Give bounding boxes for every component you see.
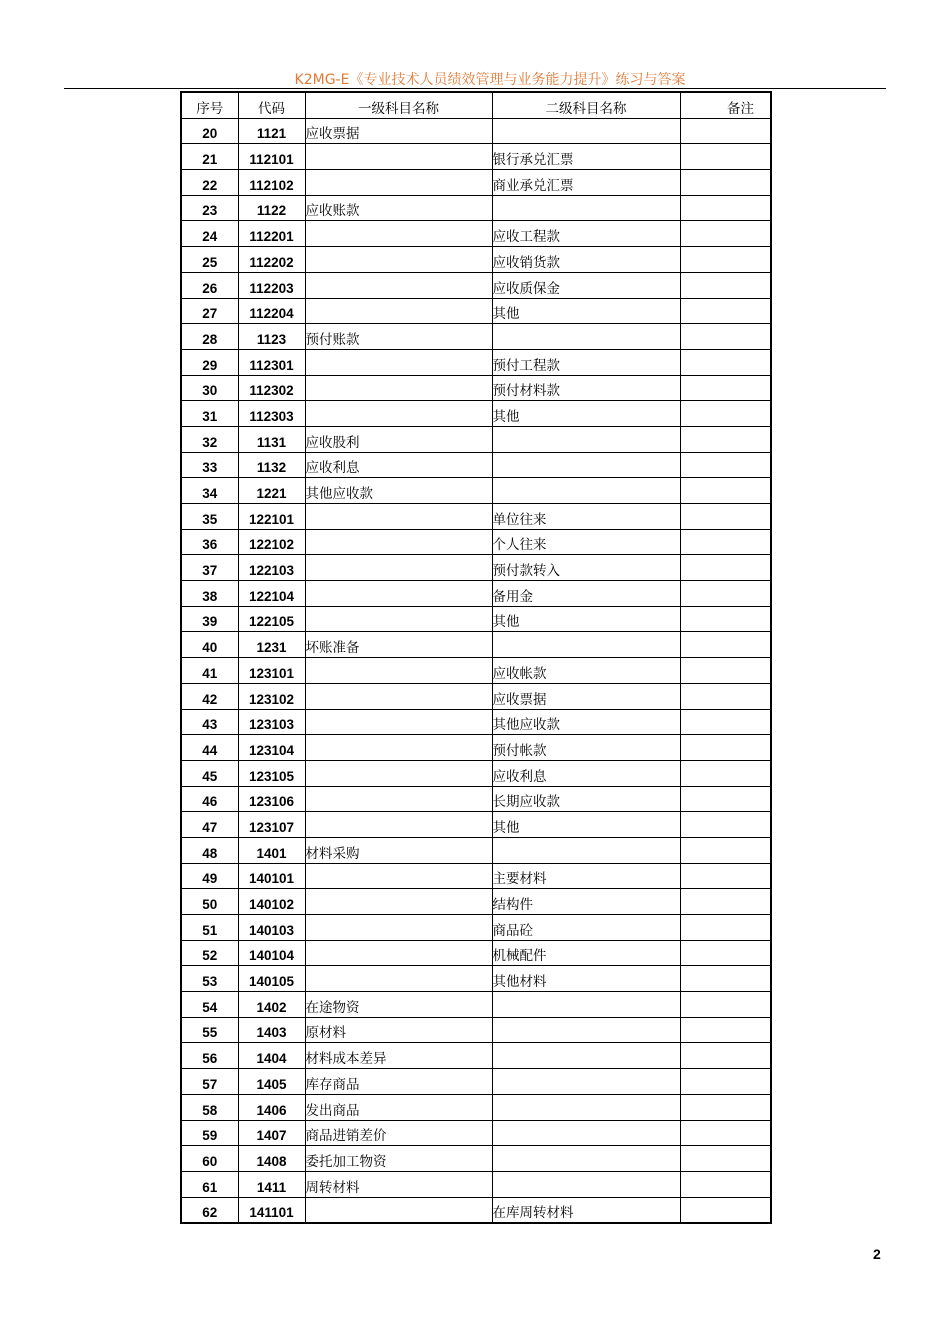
row-code: 1131 [238,426,305,452]
table-row [181,940,771,966]
table-row [181,272,771,298]
row-seq: 59 [181,1120,238,1146]
row-code: 140102 [238,889,305,915]
row-note [680,349,771,375]
row-level2-name [492,632,680,658]
row-level2-name: 预付帐款 [492,735,680,761]
row-code: 1411 [238,1171,305,1197]
row-level1-name [305,504,492,530]
table-row [181,1171,771,1197]
row-level1-name [305,529,492,555]
row-seq: 60 [181,1146,238,1172]
row-note [680,298,771,324]
row-code: 1408 [238,1146,305,1172]
row-code: 1221 [238,478,305,504]
row-seq: 50 [181,889,238,915]
row-note [680,632,771,658]
row-seq: 57 [181,1069,238,1095]
row-level2-name: 在库周转材料 [492,1197,680,1223]
row-level1-name [305,735,492,761]
row-level1-name: 应收利息 [305,452,492,478]
row-note [680,272,771,298]
row-seq: 38 [181,581,238,607]
row-code: 112102 [238,170,305,196]
row-level2-name: 其他 [492,298,680,324]
row-note [680,1171,771,1197]
row-note [680,375,771,401]
row-level1-name [305,966,492,992]
row-code: 1402 [238,992,305,1018]
row-note [680,863,771,889]
row-seq: 37 [181,555,238,581]
row-level1-name [305,812,492,838]
row-level1-name: 委托加工物资 [305,1146,492,1172]
row-note [680,118,771,144]
row-code: 123107 [238,812,305,838]
row-code: 140101 [238,863,305,889]
row-code: 123104 [238,735,305,761]
row-note [680,786,771,812]
row-note [680,401,771,427]
row-level1-name [305,272,492,298]
table-row [181,144,771,170]
row-note [680,1094,771,1120]
row-note [680,144,771,170]
row-level1-name [305,247,492,273]
row-level1-name: 发出商品 [305,1094,492,1120]
row-level1-name [305,658,492,684]
table-row [181,632,771,658]
table-row [181,735,771,761]
row-note [680,170,771,196]
row-seq: 36 [181,529,238,555]
row-code: 112202 [238,247,305,273]
row-code: 123103 [238,709,305,735]
table-row [181,1069,771,1095]
table-row [181,786,771,812]
row-level1-name: 库存商品 [305,1069,492,1095]
row-level1-name [305,170,492,196]
row-seq: 44 [181,735,238,761]
row-level1-name [305,375,492,401]
table-row [181,915,771,941]
row-level1-name [305,1197,492,1223]
row-note [680,221,771,247]
table-row [181,375,771,401]
row-code: 123102 [238,683,305,709]
row-level2-name: 预付款转入 [492,555,680,581]
row-level1-name: 材料成本差异 [305,1043,492,1069]
row-level2-name [492,1094,680,1120]
row-level1-name: 应收账款 [305,195,492,221]
row-level1-name: 材料采购 [305,837,492,863]
row-seq: 22 [181,170,238,196]
row-level2-name: 应收帐款 [492,658,680,684]
row-level2-name [492,426,680,452]
row-seq: 61 [181,1171,238,1197]
row-note [680,1017,771,1043]
row-level1-name [305,581,492,607]
table-row [181,812,771,838]
row-code: 1404 [238,1043,305,1069]
table-row [181,555,771,581]
table-row [181,658,771,684]
row-level2-name [492,478,680,504]
table-row [181,349,771,375]
row-level2-name: 预付材料款 [492,375,680,401]
table-row [181,118,771,144]
row-level2-name: 结构件 [492,889,680,915]
row-level2-name: 应收票据 [492,683,680,709]
table-row [181,1094,771,1120]
row-seq: 48 [181,837,238,863]
row-level2-name [492,1043,680,1069]
row-seq: 45 [181,760,238,786]
row-note [680,529,771,555]
table-row [181,1043,771,1069]
row-note [680,966,771,992]
row-note [680,324,771,350]
row-level1-name: 在途物资 [305,992,492,1018]
row-code: 1403 [238,1017,305,1043]
row-code: 1407 [238,1120,305,1146]
row-level2-name: 应收利息 [492,760,680,786]
table-row [181,426,771,452]
table-row [181,760,771,786]
header-title: K2MG-E《专业技术人员绩效管理与业务能力提升》练习与答案 [294,72,686,88]
row-level1-name: 原材料 [305,1017,492,1043]
row-level1-name [305,401,492,427]
page-number: 2 [873,1246,881,1262]
row-level2-name [492,195,680,221]
row-note [680,709,771,735]
row-code: 112203 [238,272,305,298]
row-level2-name: 其他应收款 [492,709,680,735]
row-seq: 24 [181,221,238,247]
row-note [680,1146,771,1172]
row-level1-name [305,144,492,170]
row-level2-name: 单位往来 [492,504,680,530]
row-note [680,683,771,709]
row-seq: 26 [181,272,238,298]
row-level1-name [305,863,492,889]
row-level1-name [305,349,492,375]
table-row [181,401,771,427]
table-row [181,992,771,1018]
row-level2-name [492,992,680,1018]
table-row [181,606,771,632]
row-level1-name [305,760,492,786]
row-seq: 43 [181,709,238,735]
row-code: 112301 [238,349,305,375]
row-code: 123106 [238,786,305,812]
row-level2-name: 应收质保金 [492,272,680,298]
row-note [680,658,771,684]
row-seq: 40 [181,632,238,658]
row-level2-name: 备用金 [492,581,680,607]
column-header-level1-name: 一级科目名称 [305,92,492,118]
row-seq: 28 [181,324,238,350]
row-level1-name: 应收票据 [305,118,492,144]
row-code: 112303 [238,401,305,427]
table-row [181,889,771,915]
table-row [181,581,771,607]
table-row [181,452,771,478]
row-seq: 54 [181,992,238,1018]
row-level2-name: 应收销货款 [492,247,680,273]
table-row [181,324,771,350]
row-note [680,581,771,607]
row-level2-name: 预付工程款 [492,349,680,375]
row-level2-name: 商品砼 [492,915,680,941]
row-note [680,915,771,941]
row-level2-name: 商业承兑汇票 [492,170,680,196]
row-seq: 29 [181,349,238,375]
row-seq: 23 [181,195,238,221]
row-seq: 47 [181,812,238,838]
table-row [181,221,771,247]
row-level1-name [305,709,492,735]
row-level1-name [305,221,492,247]
row-code: 112201 [238,221,305,247]
row-level2-name [492,1120,680,1146]
row-note [680,837,771,863]
row-note [680,889,771,915]
column-header-note: 备注 [680,92,771,118]
row-seq: 27 [181,298,238,324]
row-level1-name: 坏账准备 [305,632,492,658]
row-seq: 34 [181,478,238,504]
row-level1-name: 商品进销差价 [305,1120,492,1146]
row-level1-name [305,940,492,966]
table-row [181,966,771,992]
row-seq: 20 [181,118,238,144]
row-code: 1401 [238,837,305,863]
table-header-row [181,92,771,118]
column-header-level2-name: 二级科目名称 [492,92,680,118]
row-level1-name [305,606,492,632]
row-code: 1122 [238,195,305,221]
row-seq: 21 [181,144,238,170]
row-note [680,812,771,838]
row-code: 140104 [238,940,305,966]
row-seq: 25 [181,247,238,273]
row-code: 140103 [238,915,305,941]
column-header-code: 代码 [238,92,305,118]
row-code: 1406 [238,1094,305,1120]
row-code: 140105 [238,966,305,992]
row-note [680,1197,771,1223]
account-table [180,91,772,1224]
row-seq: 32 [181,426,238,452]
table-row [181,247,771,273]
row-level2-name: 银行承兑汇票 [492,144,680,170]
row-code: 122101 [238,504,305,530]
row-note [680,1069,771,1095]
row-code: 122102 [238,529,305,555]
column-header-seq: 序号 [181,92,238,118]
row-note [680,606,771,632]
row-code: 1121 [238,118,305,144]
row-level2-name: 主要材料 [492,863,680,889]
table-row [181,529,771,555]
row-code: 112204 [238,298,305,324]
table-row [181,837,771,863]
row-seq: 58 [181,1094,238,1120]
row-code: 1132 [238,452,305,478]
table-row [181,1197,771,1223]
row-level1-name [305,889,492,915]
row-level1-name [305,915,492,941]
row-level2-name [492,1171,680,1197]
row-level2-name [492,324,680,350]
row-level2-name: 个人往来 [492,529,680,555]
row-level2-name: 其他 [492,606,680,632]
row-level2-name: 机械配件 [492,940,680,966]
row-note [680,555,771,581]
row-level2-name [492,1069,680,1095]
table-row [181,195,771,221]
row-code: 123105 [238,760,305,786]
row-level1-name [305,786,492,812]
row-code: 122104 [238,581,305,607]
row-level2-name: 应收工程款 [492,221,680,247]
row-code: 123101 [238,658,305,684]
row-seq: 41 [181,658,238,684]
row-level2-name [492,837,680,863]
table-row [181,170,771,196]
row-seq: 39 [181,606,238,632]
row-note [680,247,771,273]
row-seq: 49 [181,863,238,889]
row-seq: 31 [181,401,238,427]
table-row [181,298,771,324]
row-seq: 30 [181,375,238,401]
row-seq: 56 [181,1043,238,1069]
row-note [680,992,771,1018]
row-level1-name: 应收股利 [305,426,492,452]
row-level2-name [492,1146,680,1172]
row-level1-name [305,298,492,324]
row-code: 1123 [238,324,305,350]
table-row [181,504,771,530]
table-row [181,683,771,709]
row-seq: 51 [181,915,238,941]
row-level1-name: 其他应收款 [305,478,492,504]
row-code: 141101 [238,1197,305,1223]
row-seq: 33 [181,452,238,478]
header-divider [64,88,886,89]
row-level2-name: 其他材料 [492,966,680,992]
row-level2-name: 其他 [492,812,680,838]
row-note [680,1043,771,1069]
row-seq: 52 [181,940,238,966]
row-seq: 62 [181,1197,238,1223]
row-note [680,1120,771,1146]
row-level1-name: 预付账款 [305,324,492,350]
row-note [680,940,771,966]
row-code: 122105 [238,606,305,632]
row-seq: 46 [181,786,238,812]
row-code: 1231 [238,632,305,658]
row-note [680,478,771,504]
row-level2-name [492,118,680,144]
table-row [181,709,771,735]
table-row [181,478,771,504]
row-level2-name [492,452,680,478]
row-level2-name: 长期应收款 [492,786,680,812]
row-level2-name [492,1017,680,1043]
row-note [680,426,771,452]
row-level1-name [305,555,492,581]
table-row [181,1017,771,1043]
row-level1-name [305,683,492,709]
row-seq: 42 [181,683,238,709]
row-note [680,735,771,761]
row-level1-name: 周转材料 [305,1171,492,1197]
table-body [181,118,771,1223]
row-code: 122103 [238,555,305,581]
row-seq: 53 [181,966,238,992]
row-note [680,195,771,221]
row-note [680,760,771,786]
row-code: 112302 [238,375,305,401]
row-seq: 35 [181,504,238,530]
row-code: 112101 [238,144,305,170]
table-row [181,1120,771,1146]
table-row [181,863,771,889]
row-level2-name: 其他 [492,401,680,427]
row-note [680,504,771,530]
row-code: 1405 [238,1069,305,1095]
row-seq: 55 [181,1017,238,1043]
row-note [680,452,771,478]
table-row [181,1146,771,1172]
